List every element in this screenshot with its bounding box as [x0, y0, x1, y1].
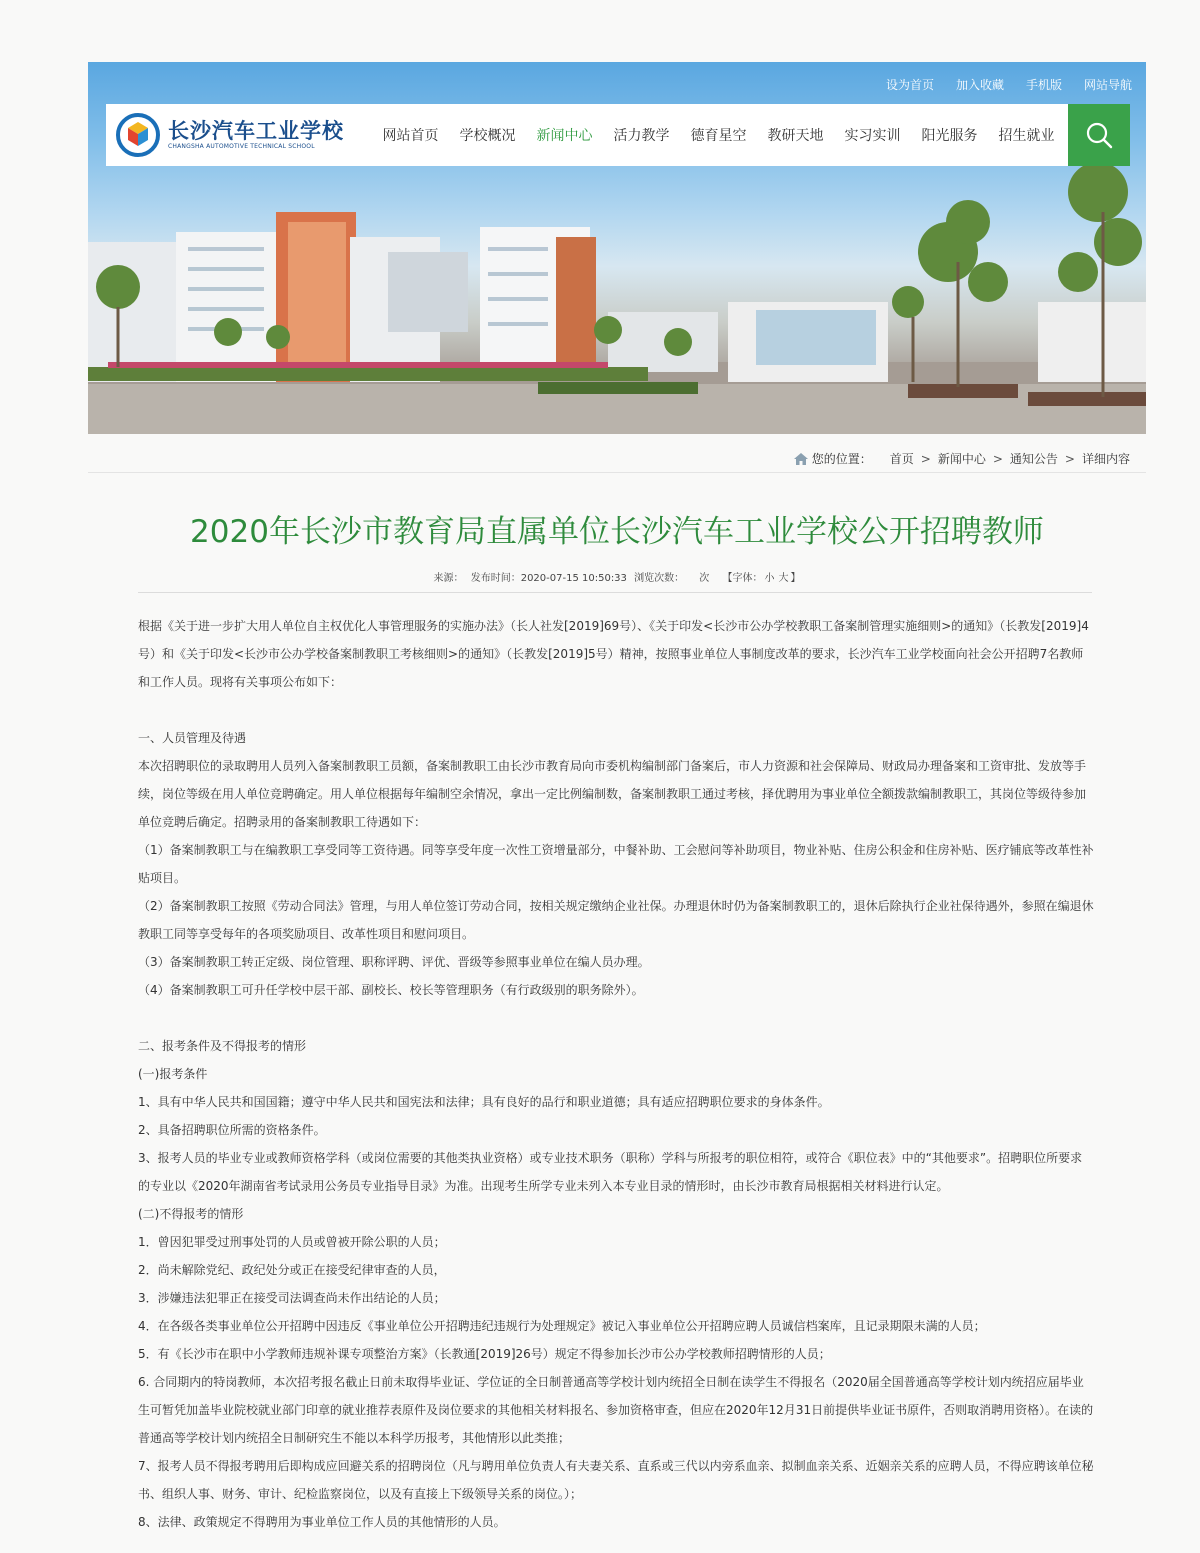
breadcrumb-detail: 详细内容 — [1081, 452, 1130, 466]
divider — [138, 592, 1092, 593]
list-item: （1）备案制教职工与在编教职工享受同等工资待遇。同等享受年度一次性工资增量部分，中餐补助、工会慰问等补助项目，物业补贴、住房公积金和住房补贴、医疗铺底等改革性补贴项目。 — [138, 843, 1094, 885]
article-body — [138, 612, 1094, 1536]
breadcrumb-news[interactable]: 新闻中心 — [937, 452, 986, 466]
top-links — [886, 76, 1132, 93]
meta-font-end: 】 — [790, 573, 801, 584]
list-item: （3）备案制教职工转正定级、岗位管理、职称评聘、评优、晋级等参照事业单位在编人员办理。 — [138, 955, 650, 969]
school-logo[interactable] — [116, 113, 366, 157]
nav-item-moral[interactable]: 德育星空 — [690, 128, 747, 144]
search-button[interactable] — [1068, 104, 1130, 166]
breadcrumb-label: 您的位置： — [811, 452, 872, 466]
breadcrumb-separator: > — [992, 451, 1003, 466]
nav-item-teaching[interactable]: 活力教学 — [613, 128, 670, 144]
list-item: 4．在各级各类事业单位公开招聘中因违反《事业单位公开招聘违纪违规行为处理规定》被记入事业单位公开招聘应聘人员诚信档案库，且记录期限未满的人员； — [138, 1319, 986, 1333]
article-title: 2020年长沙市教育局直属单位长沙汽车工业学校公开招聘教师 — [190, 514, 1044, 550]
list-item: 1．曾因犯罪受过刑事处罚的人员或曾被开除公职的人员； — [138, 1235, 446, 1249]
breadcrumb-separator: > — [1064, 451, 1075, 466]
article-intro: 根据《关于进一步扩大用人单位自主权优化人事管理服务的实施办法》（长人社发[2019]69号）、《关于印发<长沙市公办学校教职工备案制管理实施细则>的通知》（长教发[2019]4号）和《关于印发<长沙市公办学校备案制教职工考核细则>的通知》（长教发[2019]5号）精神，按照事业单位人事制度改革的要求，长沙汽车工业学校面向社会公开招聘7名教师和工作人员。现将有关事项公布如下： — [138, 619, 1089, 689]
subsection-heading: (二)不得报考的情形 — [138, 1207, 244, 1221]
meta-views-unit: 次 — [699, 573, 710, 584]
top-link-favorite[interactable]: 加入收藏 — [955, 78, 1004, 92]
nav-item-news[interactable]: 新闻中心 — [536, 128, 593, 144]
list-item: 3．涉嫌违法犯罪正在接受司法调查尚未作出结论的人员； — [138, 1291, 446, 1305]
list-item: 5．有《长沙市在职中小学教师违规补课专项整治方案》（长教通[2019]26号）规定不得参加长沙市公办学校教师招聘情形的人员； — [138, 1347, 831, 1361]
logo-emblem-icon — [116, 113, 160, 157]
main-nav — [372, 125, 1065, 145]
top-link-sitemap[interactable]: 网站导航 — [1083, 78, 1132, 92]
list-item: 1、具有中华人民共和国国籍；遵守中华人民共和国宪法和法律；具有良好的品行和职业道德；具有适应招聘职位要求的身体条件。 — [138, 1095, 830, 1109]
section-heading: 二、报考条件及不得报考的情形 — [138, 1039, 307, 1053]
top-link-mobile[interactable]: 手机版 — [1025, 78, 1062, 92]
font-size-small-link[interactable]: 小 — [764, 573, 775, 584]
meta-views-label: 浏览次数： — [634, 573, 685, 584]
font-size-large-link[interactable]: 大 — [778, 573, 789, 584]
home-icon — [794, 453, 808, 465]
section-paragraph: 本次招聘职位的录取聘用人员列入备案制教职工员额，备案制教职工由长沙市教育局向市委机构编制部门备案后，市人力资源和社会保障局、财政局办理备案和工资审批、发放等手续，岗位等级在用人单位竞聘确定。用人单位根据每年编制空余情况，拿出一定比例编制数，备案制教职工通过考核，择优聘用为事业单位全额拨款编制教职工，其岗位等级待参加单位竞聘后确定。招聘录用的备案制教职工待遇如下： — [138, 759, 1087, 829]
list-item: 2、具备招聘职位所需的资格条件。 — [138, 1123, 326, 1137]
nav-item-home[interactable]: 网站首页 — [382, 128, 439, 144]
nav-item-admission[interactable]: 招生就业 — [998, 128, 1055, 144]
list-item: （4）备案制教职工可升任学校中层干部、副校长、校长等管理职务（有行政级别的职务除外）。 — [138, 983, 644, 997]
nav-item-research[interactable]: 教研天地 — [767, 128, 824, 144]
divider — [88, 472, 1146, 473]
meta-source-label: 来源： — [433, 573, 464, 584]
breadcrumb-home[interactable]: 首页 — [889, 452, 914, 466]
breadcrumb-separator: > — [920, 451, 931, 466]
list-item: （2）备案制教职工按照《劳动合同法》管理，与用人单位签订劳动合同，按相关规定缴纳企业社保。办理退休时仍为备案制教职工的，退休后除执行企业社保待遇外，参照在编退休教职工同等享受每年的各项奖励项目、改革性项目和慰问项目。 — [138, 899, 1094, 941]
breadcrumb-notices[interactable]: 通知公告 — [1009, 452, 1058, 466]
breadcrumb — [794, 450, 1130, 467]
meta-font-label: 【字体： — [722, 573, 763, 584]
nav-item-training[interactable]: 实习实训 — [844, 128, 901, 144]
list-item: 3、报考人员的毕业专业或教师资格学科（或岗位需要的其他类执业资格）或专业技术职务（职称）学科与所报考的职位相符，或符合《职位表》中的“其他要求”。招聘职位所要求的专业以《2020年湖南省考试录用公务员专业指导目录》为准。出现考生所学专业未列入本专业目录的情形时，由长沙市教育局根据相关材料进行认定。 — [138, 1151, 1083, 1193]
header-banner — [88, 62, 1146, 434]
nav-item-about[interactable]: 学校概况 — [459, 128, 516, 144]
top-link-home[interactable]: 设为首页 — [885, 78, 934, 92]
logo-name-en: CHANGSHA AUTOMOTIVE TECHNICAL SCHOOL — [168, 143, 315, 150]
list-item: 2．尚未解除党纪、政纪处分或正在接受纪律审查的人员， — [138, 1263, 446, 1277]
search-icon — [1084, 120, 1114, 150]
list-item: 6. 合同期内的特岗教师，本次招考报名截止日前未取得毕业证、学位证的全日制普通高等学校计划内统招全日制在读学生不得报名（2020届全国普通高等学校计划内统招应届毕业生可暂凭加盖毕业院校就业部门印章的就业推荐表原件及岗位要求的其他相关材料报名、参加资格审查，但应在2020年12月31日前提供毕业证书原件，否则取消聘用资格）。在读的普通高等学校计划内统招全日制研究生不能以本科学历报考，其他情形以此类推； — [138, 1375, 1094, 1445]
list-item: 7、报考人员不得报考聘用后即构成应回避关系的招聘岗位（凡与聘用单位负责人有夫妻关系、直系或三代以内旁系血亲、拟制血亲关系、近姻亲关系的应聘人员，不得应聘该单位秘书、组织人事、财务、审计、纪检监察岗位，以及有直接上下级领导关系的岗位。）； — [138, 1459, 1094, 1501]
subsection-heading: (一)报考条件 — [138, 1067, 208, 1081]
logo-name-cn: 长沙汽车工业学校 — [168, 119, 344, 143]
nav-item-service[interactable]: 阳光服务 — [921, 128, 978, 144]
list-item: 8、法律、政策规定不得聘用为事业单位工作人员的其他情形的人员。 — [138, 1515, 506, 1529]
meta-time: 2020-07-15 10:50:33 — [520, 573, 627, 584]
nav-bar — [106, 104, 1068, 166]
meta-time-label: 发布时间： — [470, 573, 521, 584]
article-meta — [88, 569, 1146, 584]
section-heading: 一、人员管理及待遇 — [138, 731, 247, 745]
